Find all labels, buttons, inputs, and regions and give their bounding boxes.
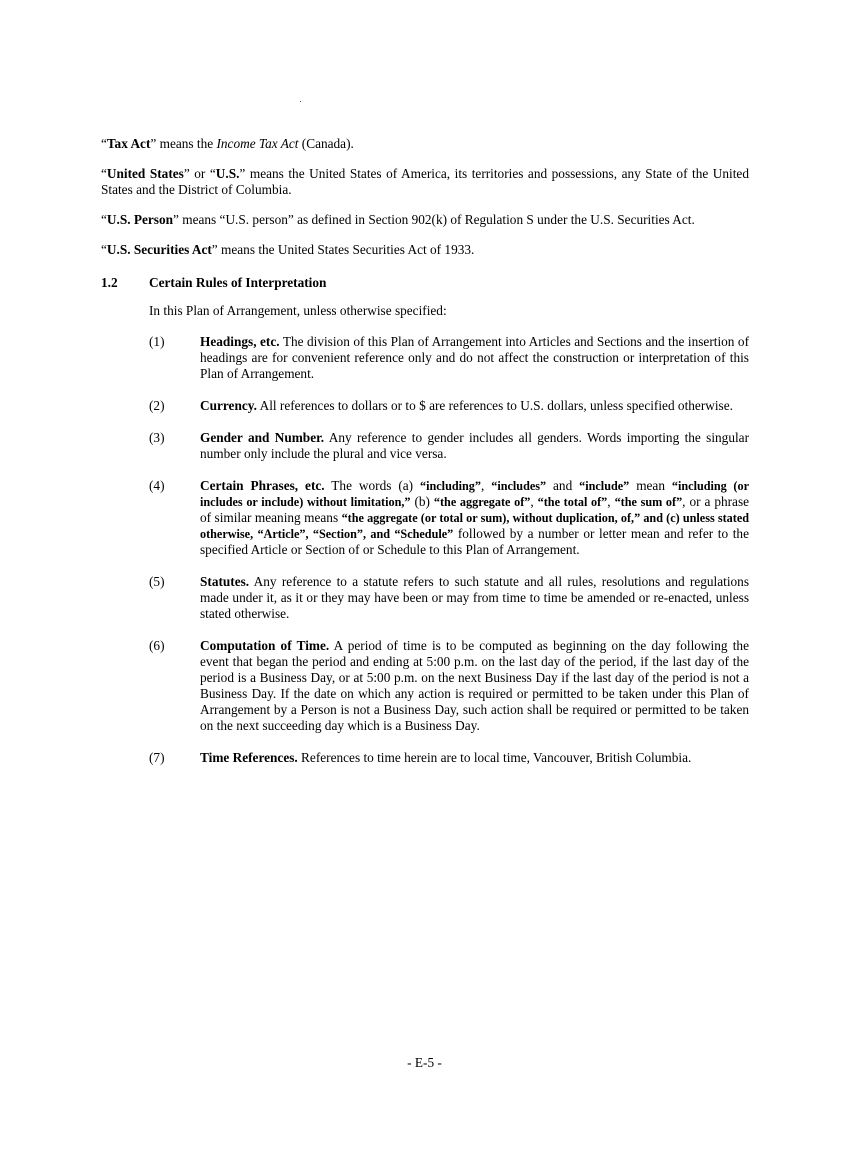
quoted-phrase: “the aggregate (or total or sum), without duplication, of,” and (c) unless stated otherwise, “Article”, “Section”, and “Schedule” — [200, 511, 750, 541]
quoted-phrase: “the total of” — [537, 495, 608, 509]
defined-term: U.S. Person — [106, 212, 174, 227]
definition-tax-act: “Tax Act” means the Income Tax Act (Canada). — [101, 136, 354, 151]
item-number: (5) — [149, 574, 165, 589]
quoted-phrase: “the sum of” — [614, 495, 683, 509]
quoted-phrase: “including” — [420, 479, 481, 493]
item-text: Computation of Time. A period of time is to be computed as beginning on the day following the event that began the period and ending at 5:00 p.m. on the last day of the period, if the last day of the period is a Business Day, or at 5:00 p.m. on the next Business Day if the last day of the period is not a Business Day. If the date on which any action is required or permitted to be taken under this Plan of Arrangement by a Person is not a Business Day, such action shall be required or permitted to be taken on the next succeeding day which is a Business Day. — [200, 638, 749, 733]
quoted-phrase: “the aggregate of” — [433, 495, 531, 509]
defined-term: Tax Act — [106, 136, 151, 151]
list-item-headings — [101, 334, 749, 382]
item-number: (3) — [149, 430, 165, 445]
list-item-statutes — [101, 574, 749, 622]
section-intro: In this Plan of Arrangement, unless otherwise specified: — [149, 303, 447, 318]
section-number: 1.2 — [101, 275, 118, 290]
item-title: Gender and Number. — [200, 430, 325, 445]
list-item-gender-number — [101, 430, 749, 462]
item-text: Gender and Number. Any reference to gender includes all genders. Words importing the singular number only include the plural and vice versa. — [200, 430, 749, 461]
statute-name: Income Tax Act — [216, 136, 299, 151]
item-number: (4) — [149, 478, 165, 493]
quoted-phrase: “include” — [579, 479, 630, 493]
item-title: Statutes. — [200, 574, 250, 589]
item-number: (6) — [149, 638, 165, 653]
defined-term: U.S. — [215, 166, 240, 181]
item-title: Headings, etc. — [200, 334, 280, 349]
definition-us-securities-act: “U.S. Securities Act” means the United States Securities Act of 1933. — [101, 242, 475, 257]
scan-speck — [300, 101, 301, 102]
document-body — [101, 136, 749, 782]
section-heading — [101, 275, 749, 291]
item-text: Headings, etc. The division of this Plan of Arrangement into Articles and Sections and the insertion of headings are for convenient reference only and do not affect the construction or interpretation of this Plan of Arrangement. — [200, 334, 749, 381]
item-number: (7) — [149, 750, 165, 765]
item-number: (1) — [149, 334, 165, 349]
list-item-currency — [101, 398, 749, 414]
definition-united-states: “United States” or “U.S.” means the United States of America, its territories and possessions, any State of the United States and the District of Columbia. — [101, 166, 749, 197]
item-title: Time References. — [200, 750, 298, 765]
item-text: Certain Phrases, etc. The words (a) “including”, “includes” and “include” mean “including (or includes or include) without limitation,” (b) “the aggregate of”, “the total of”, “the sum of”, or a phrase of similar meaning means “the aggregate (or total or sum), without duplication, of,” and (c) unless stated otherwise, “Article”, “Section”, and “Schedule” followed by a number or letter mean and refer to the specified Article or Section of or Schedule to this Plan of Arrangement. — [200, 478, 750, 557]
item-title: Computation of Time. — [200, 638, 330, 653]
item-text: Time References. References to time herein are to local time, Vancouver, British Columbia. — [200, 750, 692, 765]
item-text: Statutes. Any reference to a statute refers to such statute and all rules, resolutions and regulations made under it, as it or they may have been or may from time to time be amended or re-enacted, unless stated otherwise. — [200, 574, 749, 621]
quoted-phrase: “includes” — [491, 479, 547, 493]
item-text: Currency. All references to dollars or to $ are references to U.S. dollars, unless specified otherwise. — [200, 398, 733, 413]
section-title: Certain Rules of Interpretation — [149, 275, 327, 290]
item-number: (2) — [149, 398, 165, 413]
list-item-certain-phrases — [101, 478, 749, 558]
defined-term: U.S. Securities Act — [106, 242, 212, 257]
list-item-time-references — [101, 750, 749, 766]
page-number: - E-5 - — [407, 1055, 442, 1070]
list-item-computation-of-time — [101, 638, 749, 734]
quoted-phrase: “including (or includes or include) without limitation,” — [200, 479, 749, 509]
item-title: Currency. — [200, 398, 257, 413]
defined-term: United States — [106, 166, 184, 181]
item-title: Certain Phrases, etc. — [200, 478, 325, 493]
definition-us-person: “U.S. Person” means “U.S. person” as defined in Section 902(k) of Regulation S under the U.S. Securities Act. — [101, 212, 695, 227]
